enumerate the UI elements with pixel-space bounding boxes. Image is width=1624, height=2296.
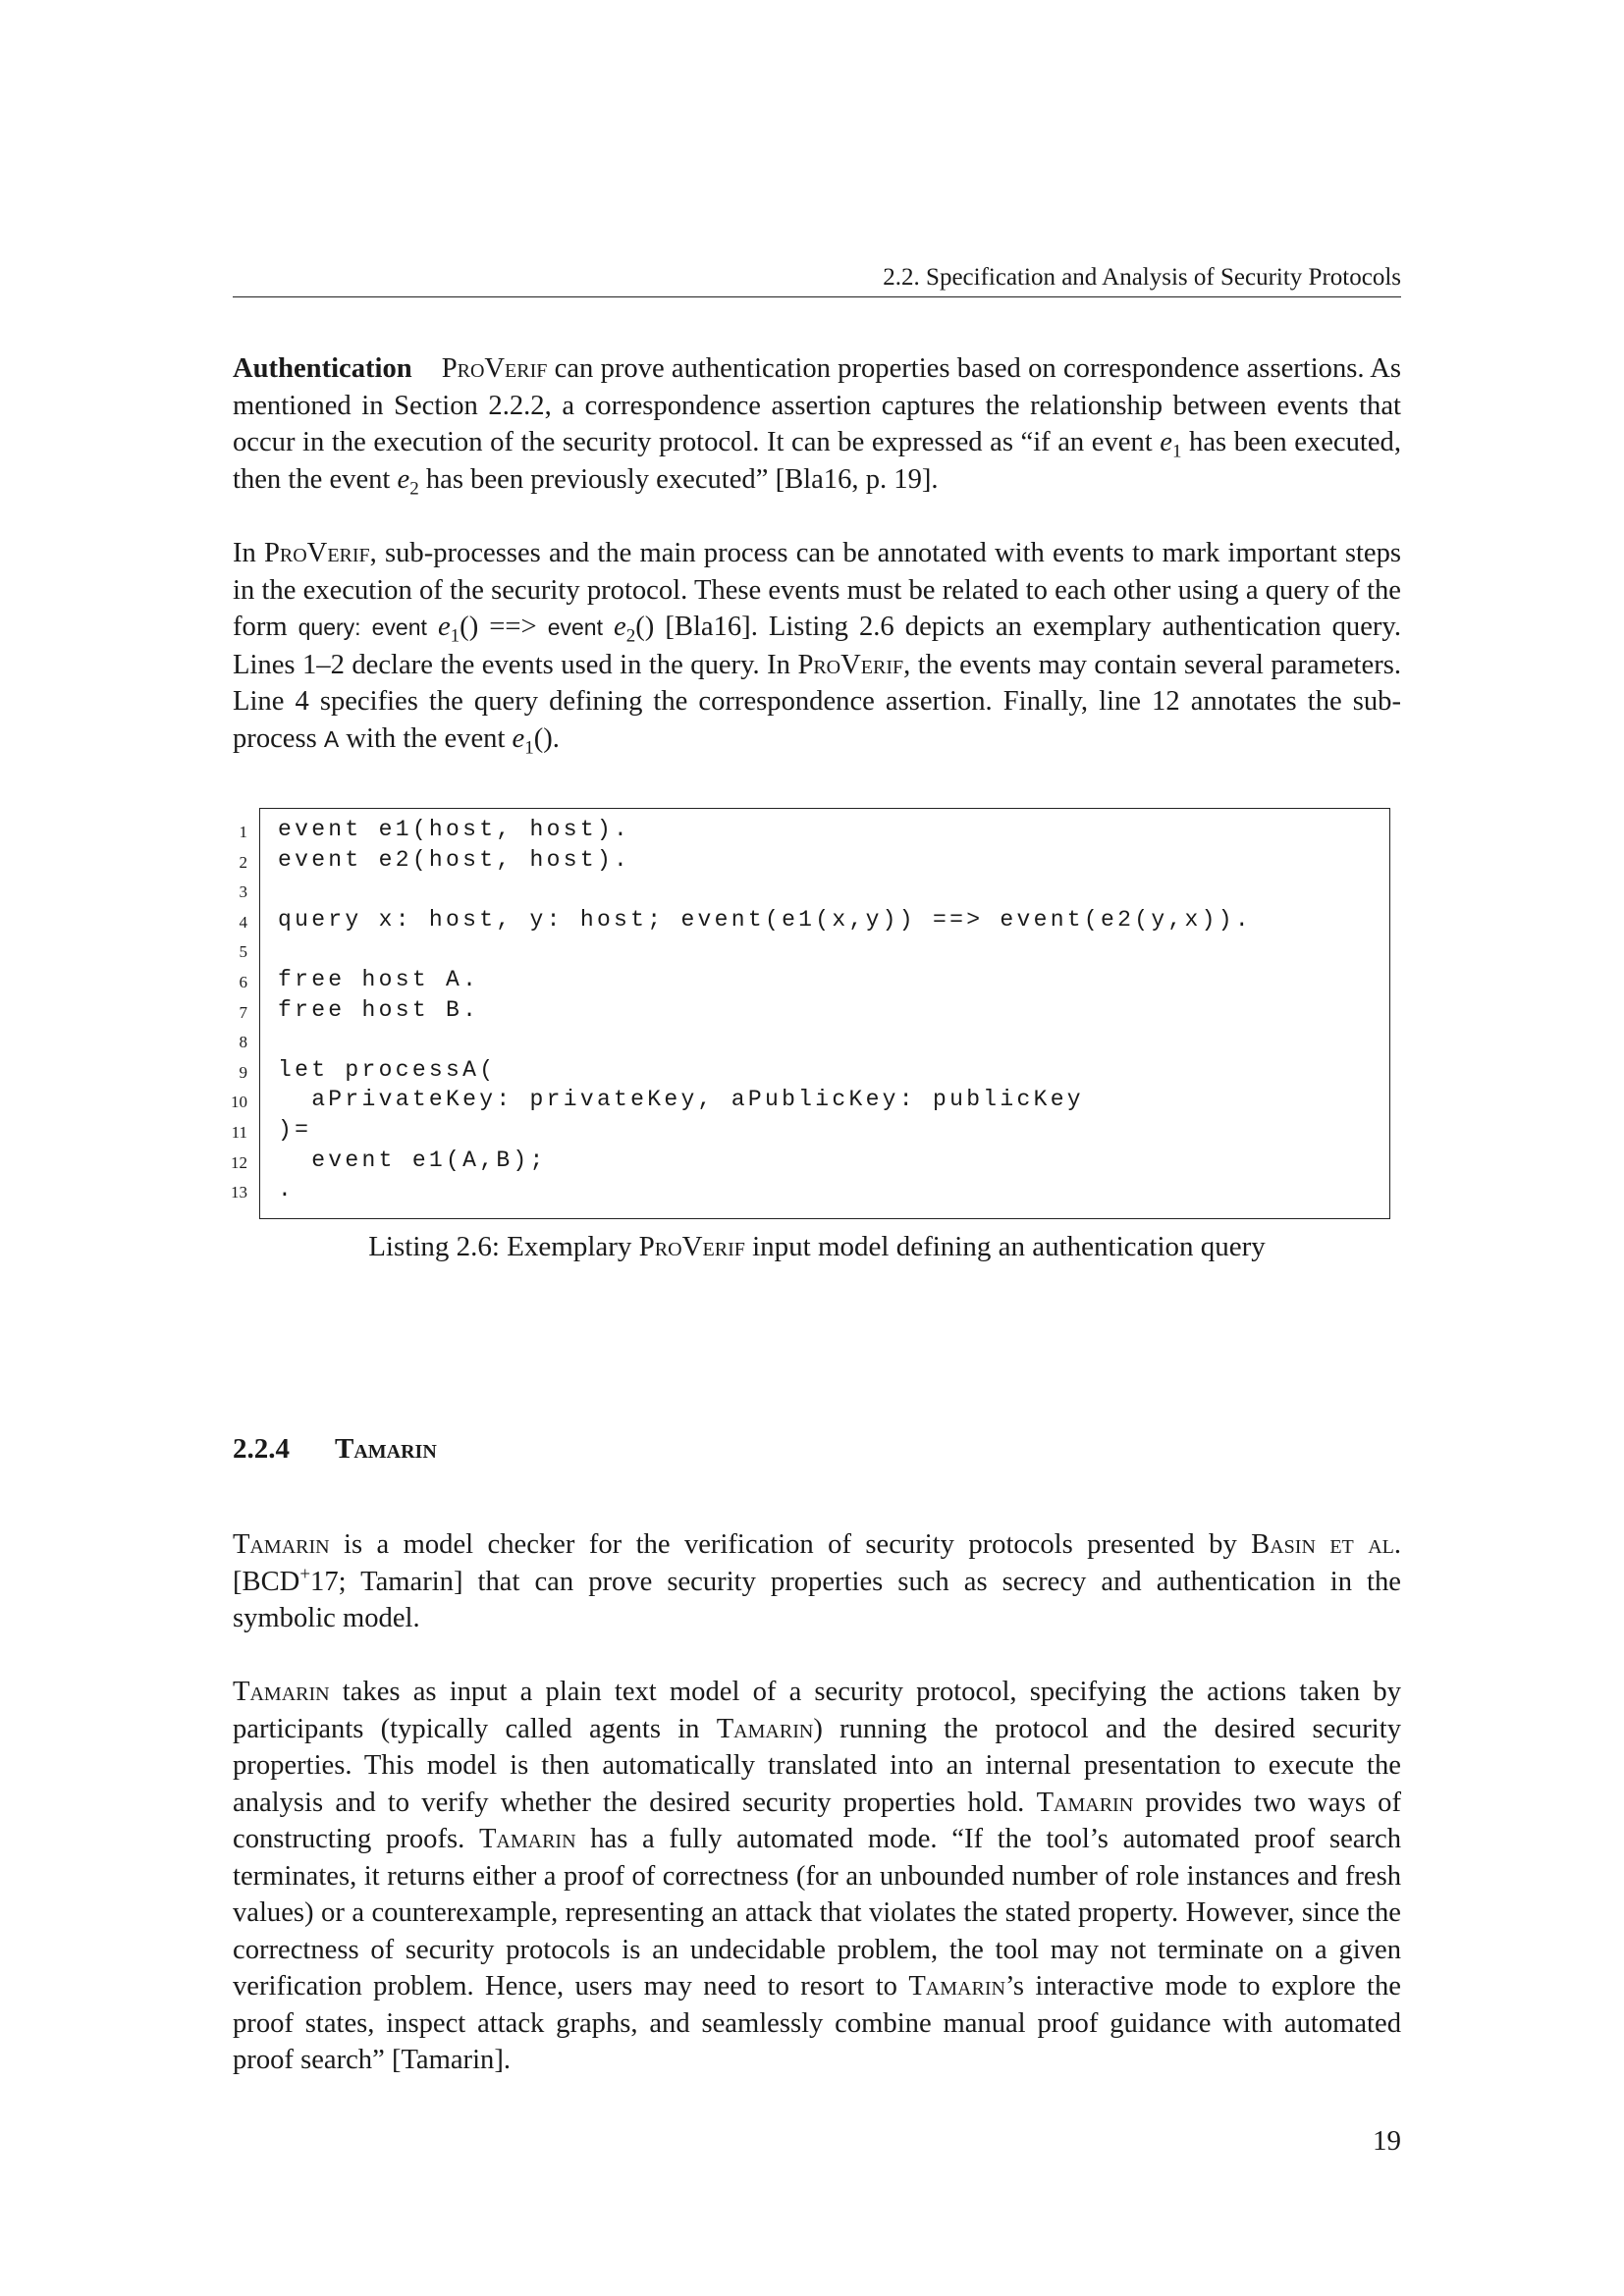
- listing-line-number: 11: [231, 1123, 247, 1142]
- listing-line-number: 1: [239, 823, 247, 841]
- tamarin-name: Tamarin: [233, 1529, 330, 1560]
- proverif-name: ProVerif: [263, 538, 370, 568]
- listing-line-number: 7: [239, 1002, 247, 1022]
- listing-code-line: )=: [278, 1117, 312, 1143]
- tamarin-intro-paragraph: Tamarin is a model checker for the verification of security protocols presented by Basin et al. [BCD+17; Tamarin] that can prove security properties such as secrecy and authentication in the symbolic model.: [233, 1529, 1402, 1633]
- section-title: Tamarin: [335, 1433, 437, 1465]
- tamarin-name: Tamarin: [1036, 1787, 1134, 1818]
- running-header: [233, 263, 1401, 297]
- listing-code-line: free host A.: [278, 967, 480, 992]
- basin-et-al: Basin et al.: [1251, 1529, 1402, 1560]
- listing-line-number: 2: [239, 852, 247, 872]
- tamarin-name: Tamarin: [908, 1971, 1005, 2002]
- page-number: 19: [1373, 2125, 1401, 2157]
- listing-caption: Listing 2.6: Exemplary ProVerif input model defining an authentication query: [368, 1231, 1266, 1262]
- proverif-name: ProVerif: [441, 353, 548, 384]
- section-number: 2.2.4: [233, 1433, 290, 1465]
- listing-code-line: event e2(host, host).: [278, 846, 631, 873]
- listing-code-line: free host B.: [278, 996, 480, 1023]
- listing-code-line: let processA(: [278, 1056, 497, 1083]
- listing-line-number: 4: [239, 912, 247, 932]
- listing-line-number: 9: [239, 1062, 247, 1082]
- listing-line-number: 3: [239, 882, 247, 902]
- authentication-paragraph: Authentication ProVerif can prove authentication properties based on correspondence assertions. As mentioned in Section 2.2.2, a correspondence assertion captures the relationship between events that occur in the execution of the security protocol. It can be expressed as “if an event $e_1$ has been executed, then the event $e_2$ has been previously executed” [Bla16, p. 19].: [233, 353, 1401, 500]
- listing-line-number: 6: [239, 973, 247, 991]
- authentication-heading: Authentication: [233, 353, 412, 384]
- proverif-events-paragraph: In ProVerif, sub-processes and the main process can be annotated with events to mark important steps in the execution of the security protocol. These events must be related to each other using a query of the form query: event $e_1()$ ==> event $e_2()$ [Bla16]. Listing 2.6 depicts an exemplary authentication query. Lines 1–2 declare the events used in the query. In ProVerif, the events may contain several parameters. Line 4 specifies the query defining the correspondence assertion. Finally, line 12 annotates the sub-process A with the event $e_1()$.: [233, 538, 1402, 759]
- proverif-name: ProVerif: [797, 649, 904, 680]
- process-a-name: A: [323, 725, 340, 752]
- listing-code-line: query x: host, y: host; event(e1(x,y)) ==> event(e2(y,x)).: [278, 906, 1252, 933]
- listing-line-number: 8: [239, 1033, 247, 1052]
- listing-code-line: aPrivateKey: privateKey, aPublicKey: publicKey: [278, 1087, 1084, 1113]
- tamarin-name: Tamarin: [233, 1677, 330, 1707]
- tamarin-description-paragraph: Tamarin takes as input a plain text model of a security protocol, specifying the actions taken by participants (typically called agents in Tamarin) running the protocol and the desired security properties. This model is then automatically translated into an internal presentation to execute the analysis and to verify whether the desired security properties hold. Tamarin provides two ways of constructing proofs. Tamarin has a fully automated mode. “If the tool’s automated proof search terminates, it returns either a proof of correctness (for an unbounded number of role instances and fresh values) or a counterexample, representing an attack that violates the stated property. However, since the correctness of security protocols is an undecidable problem, the tool may not terminate on a given verification problem. Hence, users may need to resort to Tamarin’s interactive mode to explore the proof states, inspect attack graphs, and seamlessly combine manual proof guidance with automated proof search” [Tamarin].: [233, 1677, 1402, 2075]
- listing-line-number: 5: [239, 942, 247, 962]
- proverif-name: ProVerif: [638, 1231, 745, 1262]
- listing-line-number: 13: [231, 1183, 247, 1202]
- tamarin-name: Tamarin: [478, 1824, 576, 1854]
- tamarin-name: Tamarin: [716, 1713, 814, 1744]
- listing-code-line: .: [278, 1177, 296, 1203]
- inline-query-keyword: query:: [298, 614, 361, 640]
- listing-line-number: 12: [231, 1152, 247, 1172]
- running-header-title: 2.2. Specification and Analysis of Security Protocols: [883, 264, 1401, 291]
- listing-code-line: event e1(A,B);: [278, 1147, 547, 1173]
- section-heading: [233, 1431, 437, 1467]
- listing-line-number: 10: [231, 1093, 247, 1112]
- listing-code-line: event e1(host, host).: [278, 817, 631, 842]
